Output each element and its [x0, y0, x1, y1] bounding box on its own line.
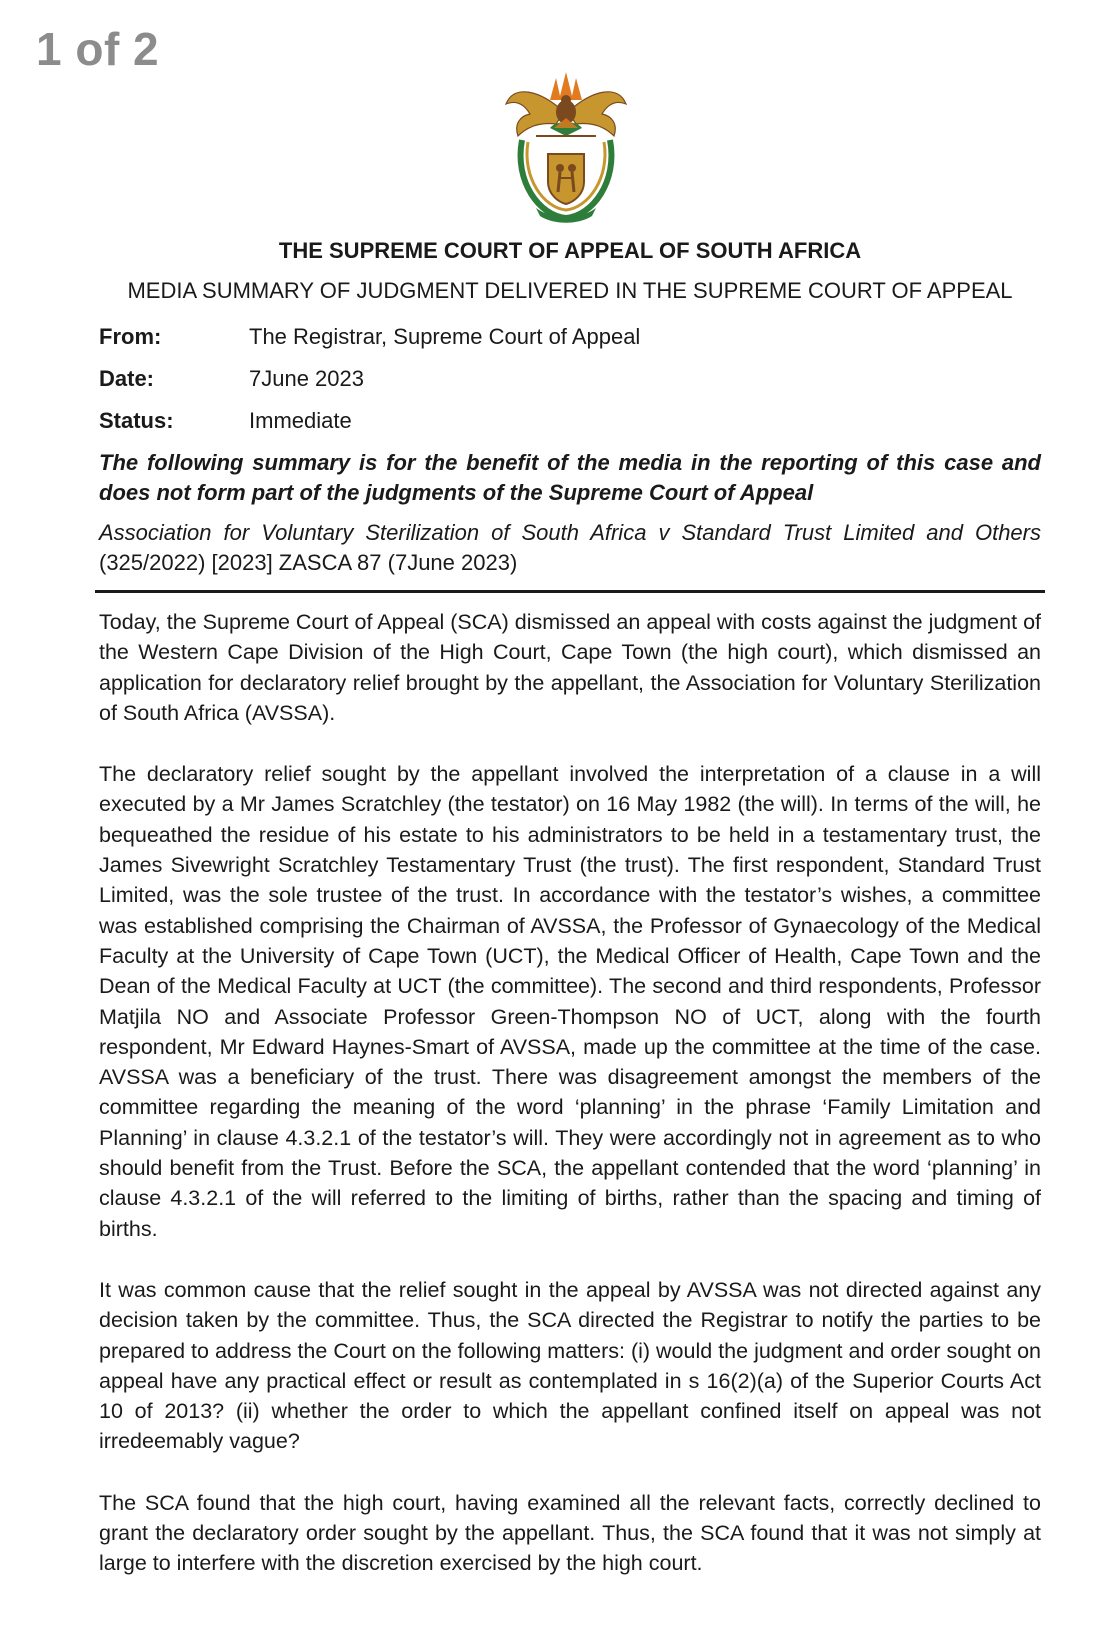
- case-citation: [99, 518, 1041, 578]
- paragraph: The SCA found that the high court, having examined all the relevant facts, correctly declined to grant the declaratory order sought by the appellant. Thus, the SCA found that it was not simply at large to interfere with the discretion exercised by the high court.: [99, 1490, 1041, 1576]
- date-label: Date:: [99, 366, 155, 391]
- media-notice: The following summary is for the benefit of the media in the reporting of this case and does not form part of the judgments of the Supreme Court of Appeal: [99, 450, 1041, 505]
- page-counter: 1 of 2: [36, 23, 160, 75]
- media-summary-title: MEDIA SUMMARY OF JUDGMENT DELIVERED IN THE SUPREME COURT OF APPEAL: [127, 278, 1013, 303]
- from-value: The Registrar, Supreme Court of Appeal: [249, 324, 641, 349]
- paragraph: Today, the Supreme Court of Appeal (SCA) dismissed an appeal with costs against the judgment of the Western Cape Division of the High Court, Cape Town (the high court), which dismissed an application for declaratory relief brought by the appellant, the Association for Voluntary Sterilization of South Africa (AVSSA).: [99, 610, 1041, 725]
- date-value: 7June 2023: [249, 366, 364, 391]
- document-body: [99, 238, 1041, 1610]
- from-label: From:: [99, 324, 162, 349]
- divider: [95, 590, 1045, 593]
- status-value: Immediate: [249, 408, 352, 433]
- case-reference: (325/2022) [2023] ZASCA 87 (7June 2023): [99, 550, 518, 575]
- status-label: Status:: [99, 408, 174, 433]
- from-row: [99, 316, 1041, 358]
- paragraph: It was common cause that the relief sought in the appeal by AVSSA was not directed against any decision taken by the committee. Thus, the SCA directed the Registrar to notify the parties to be prepared to address the Court on the following matters: (i) would the judgment and order sought on appeal have any practical effect or result as contemplated in s 16(2)(a) of the Superior Courts Act 10 of 2013? (ii) whether the order to which the appellant confined itself on appeal was not irredeemably vague?: [99, 1277, 1041, 1454]
- case-name: Association for Voluntary Sterilization of South Africa v Standard Trust Limited and Others: [99, 520, 1041, 545]
- paragraph: The declaratory relief sought by the appellant involved the interpretation of a clause in a will executed by a Mr James Scratchley (the testator) on 16 May 1982 (the will). In terms of the will, he bequeathed the residue of his estate to his administrators to be held in a testamentary trust, the James Sivewright Scratchley Testamentary Trust (the trust). The first respondent, Standard Trust Limited, was the sole trustee of the trust. In accordance with the testator’s wishes, a committee was established comprising the Chairman of AVSSA, the Professor of Gynaecology of the Medical Faculty at the University of Cape Town (UCT), the Medical Officer of Health, Cape Town and the Dean of the Medical Faculty at UCT (the committee). The second and third respondents, Professor Matjila NO and Associate Professor Green-Thompson NO of UCT, along with the fourth respondent, Mr Edward Haynes-Smart of AVSSA, made up the committee at the time of the case. AVSSA was a beneficiary of the trust. There was disagreement amongst the members of the committee regarding the meaning of the word ‘planning’ in the phrase ‘Family Limitation and Planning’ in clause 4.3.2.1 of the testator’s will. They were accordingly not in agreement as to who should benefit from the Trust. Before the SCA, the appellant contended that the word ‘planning’ in clause 4.3.2.1 of the will referred to the limiting of births, rather than the spacing and timing of births.: [99, 762, 1041, 1241]
- court-title: THE SUPREME COURT OF APPEAL OF SOUTH AFRICA: [278, 238, 862, 263]
- date-row: [99, 358, 1041, 400]
- status-row: [99, 400, 1041, 442]
- coat-of-arms-icon: [500, 70, 632, 225]
